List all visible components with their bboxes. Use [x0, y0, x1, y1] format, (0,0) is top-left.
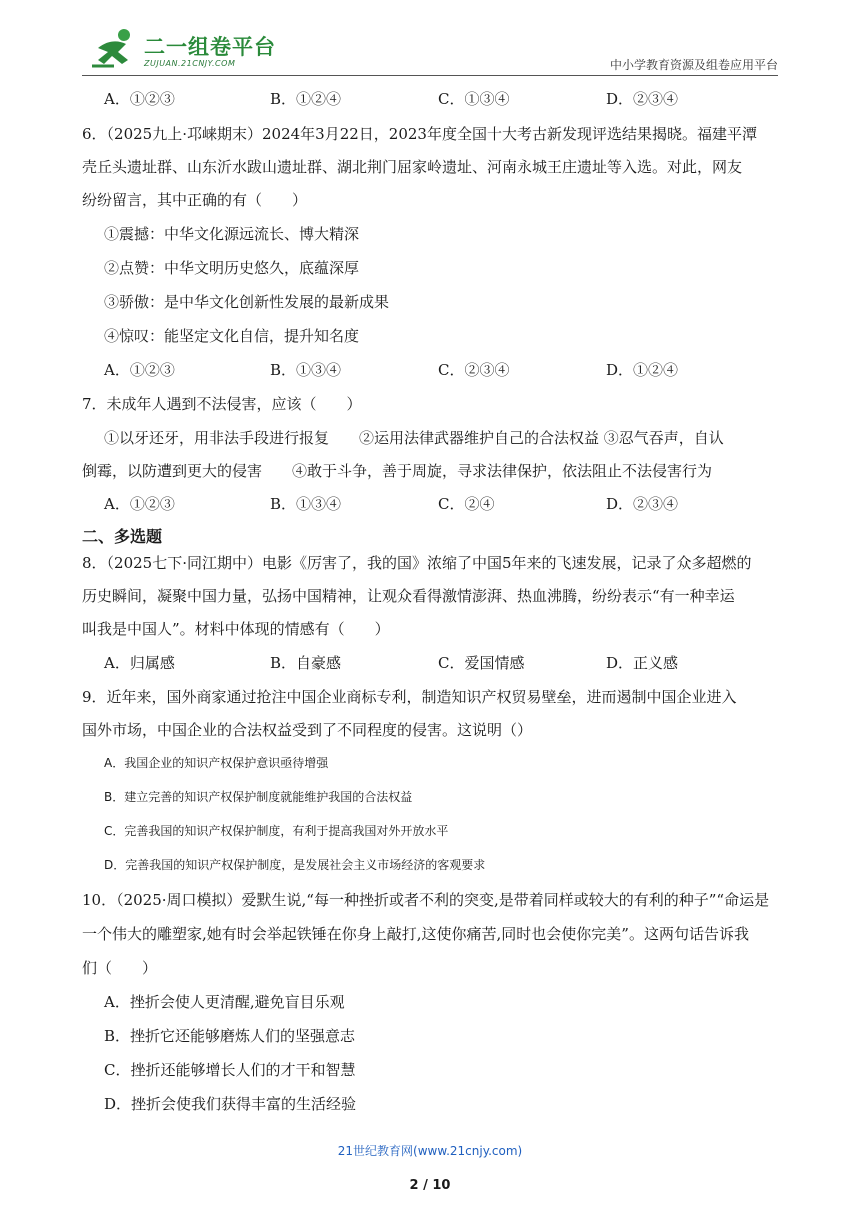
q8-option-c: C．爱国情感 — [438, 654, 525, 672]
q10-option-a: A．挫折会使人更清醒,避免盲目乐观 — [104, 993, 345, 1011]
q6-option-c: C．②③④ — [438, 361, 510, 379]
platform-logo — [88, 26, 278, 76]
header-divider — [82, 75, 778, 76]
q8-stem-line-2: 历史瞬间，凝聚中国力量，弘扬中国精神，让观众看得激情澎湃、热血沸腾，纷纷表示“有一种幸运 — [82, 587, 735, 605]
q8-option-d: D．正义感 — [606, 654, 679, 672]
q8-option-a: A．归属感 — [104, 654, 175, 672]
q10-option-c: C．挫折还能够增长人们的才干和智慧 — [104, 1061, 356, 1079]
q8-stem-line-3: 叫我是中国人”。材料中体现的情感有（ ） — [82, 620, 390, 638]
q8-stem-line-1: 8．（2025七下·同江期中）电影《厉害了，我的国》浓缩了中国5年来的飞速发展，记录了众多超燃的 — [82, 554, 752, 572]
q5-option-c: C．①③④ — [438, 90, 510, 108]
q10-option-d: D．挫折会使我们获得丰富的生活经验 — [104, 1095, 357, 1113]
q9-stem-line-2: 国外市场，中国企业的合法权益受到了不同程度的侵害。这说明（） — [82, 721, 533, 739]
page-number: 2 / 10 — [409, 1178, 451, 1193]
q7-option-b: B．①③④ — [270, 495, 342, 513]
q8-option-b: B．自豪感 — [270, 654, 342, 672]
q10-stem-line-2: 一个伟大的雕塑家,她有时会举起铁锤在你身上敲打,这使你痛苦,同时也会使你完美”。这两句话告诉我 — [82, 925, 749, 943]
q9-stem-line-1: 9．近年来，国外商家通过抢注中国企业商标专利，制造知识产权贸易壁垒，进而遏制中国企业进入 — [82, 688, 737, 706]
logo-text: 二一组卷平台 — [144, 35, 276, 59]
q6-option-a: A．①②③ — [104, 361, 175, 379]
q7-option-c: C．②④ — [438, 495, 495, 513]
q5-option-a: A．①②③ — [104, 90, 175, 108]
q6-statement-3: ③骄傲：是中华文化创新性发展的最新成果 — [104, 293, 390, 311]
q6-stem-line-3: 纷纷留言，其中正确的有（ ） — [82, 191, 308, 209]
q10-stem-line-3: 们（ ） — [82, 959, 158, 977]
footer-source-link[interactable]: 21世纪教育网(www.21cnjy.com) — [337, 1144, 523, 1158]
q5-option-d: D．②③④ — [606, 90, 679, 108]
q7-stem: 7．未成年人遇到不法侵害，应该（ ） — [82, 395, 362, 413]
q6-option-b: B．①③④ — [270, 361, 342, 379]
q5-option-b: B．①②④ — [270, 90, 342, 108]
q6-stem-line-1: 6．（2025九上·邛崃期末）2024年3月22日，2023年度全国十大考古新发现评选结果揭晓。福建平潭 — [82, 125, 757, 143]
section-title-multiple-choice: 二、多选题 — [82, 527, 163, 546]
logo-subtext: ZUJUAN.21CNJY.COM — [144, 59, 236, 68]
q10-option-b: B．挫折它还能够磨炼人们的坚强意志 — [104, 1027, 356, 1045]
q6-statement-1: ①震撼：中华文化源远流长、博大精深 — [104, 225, 360, 243]
q9-option-b: B．建立完善的知识产权保护制度就能维护我国的合法权益 — [104, 790, 413, 804]
q6-stem-line-2: 壳丘头遗址群、山东沂水跋山遗址群、湖北荆门屈家岭遗址、河南永城王庄遗址等入选。对此，网友 — [82, 158, 743, 176]
q9-option-a: A．我国企业的知识产权保护意识亟待增强 — [104, 756, 329, 770]
runner-logo-icon — [88, 26, 142, 72]
q6-statement-2: ②点赞：中华文明历史悠久，底蕴深厚 — [104, 259, 360, 277]
platform-tagline: 中小学教育资源及组卷应用平台 — [609, 58, 778, 72]
q10-stem-line-1: 10．（2025·周口模拟）爱默生说,“每一种挫折或者不利的突变,是带着同样或较大的有利的种子”“命运是 — [82, 891, 770, 909]
q6-option-d: D．①②④ — [606, 361, 679, 379]
q7-statements-line-1: ①以牙还牙，用非法手段进行报复 ②运用法律武器维护自己的合法权益 ③忍气吞声，自认 — [104, 429, 724, 447]
q6-statement-4: ④惊叹：能坚定文化自信，提升知名度 — [104, 327, 360, 345]
q7-option-d: D．②③④ — [606, 495, 679, 513]
q7-option-a: A．①②③ — [104, 495, 175, 513]
q9-option-d: D．完善我国的知识产权保护制度，是发展社会主义市场经济的客观要求 — [104, 858, 486, 872]
q7-statements-line-2: 倒霉，以防遭到更大的侵害 ④敢于斗争，善于周旋，寻求法律保护，依法阻止不法侵害行为 — [82, 462, 713, 480]
q9-option-c: C．完善我国的知识产权保护制度，有利于提高我国对外开放水平 — [104, 824, 449, 838]
